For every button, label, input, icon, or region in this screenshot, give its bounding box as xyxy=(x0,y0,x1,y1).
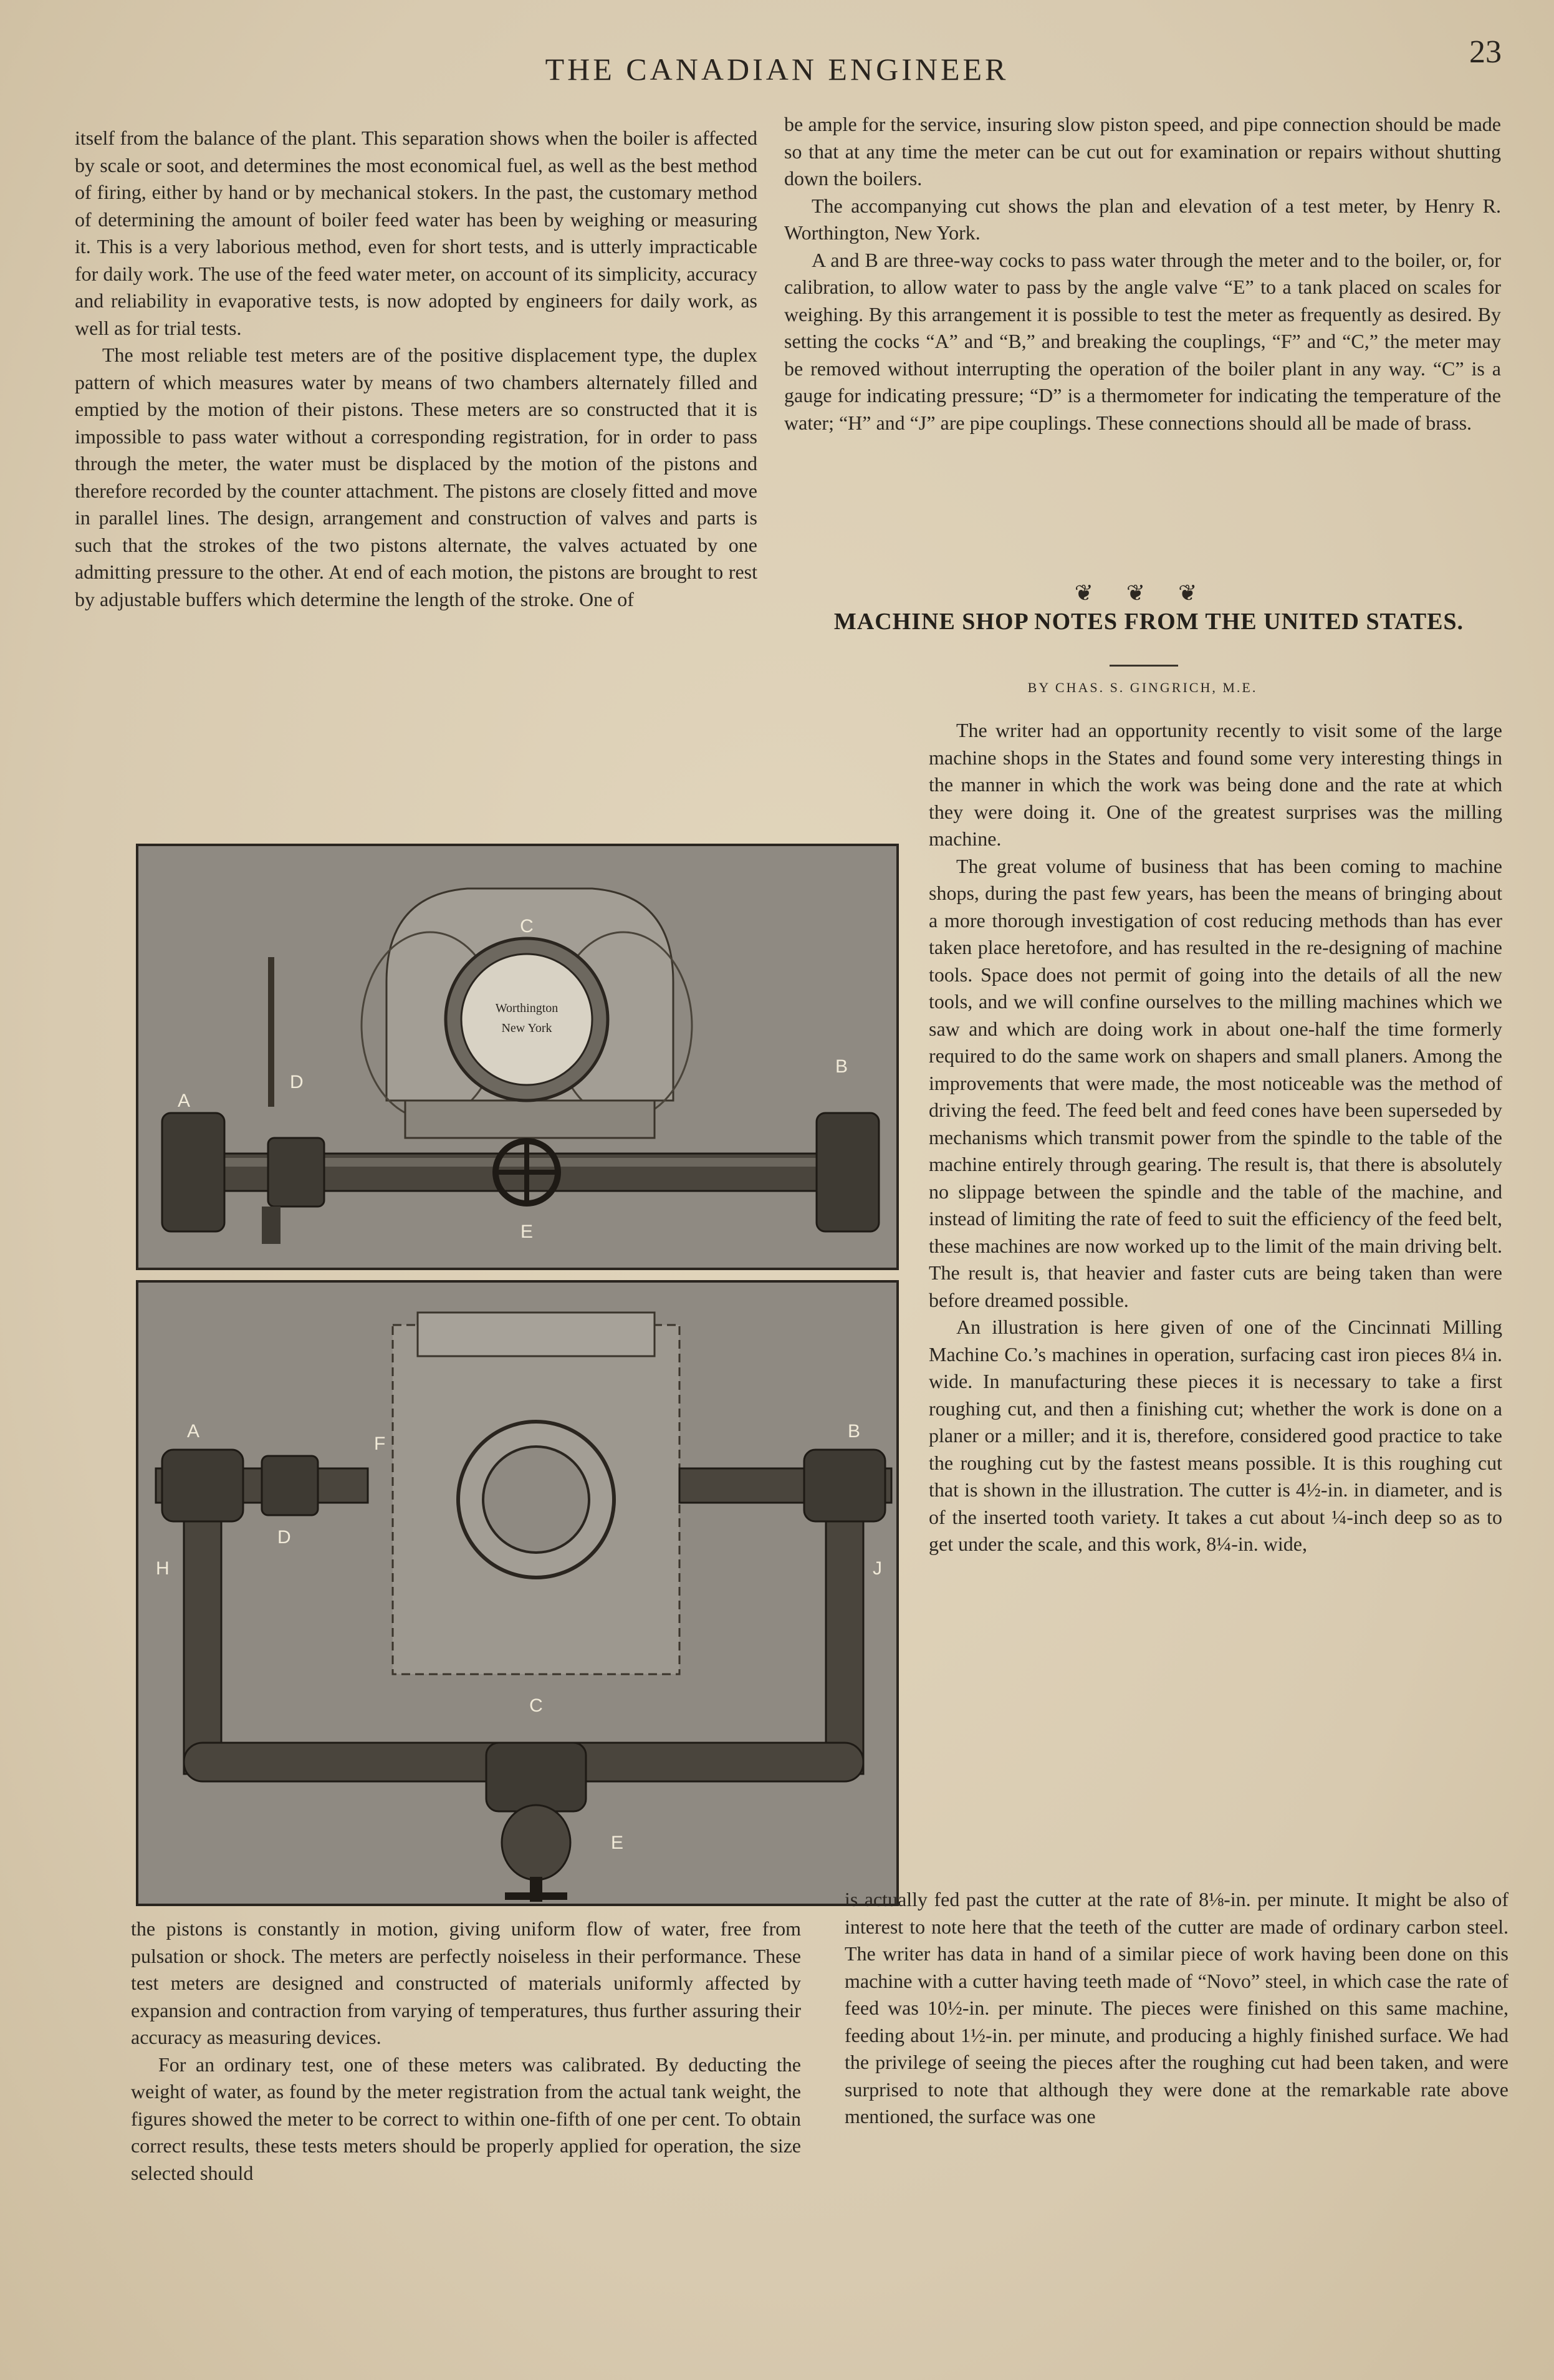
cock-b-top xyxy=(817,1113,879,1231)
label-h-plan: H xyxy=(156,1558,170,1579)
paragraph: is actually fed past the cutter at the rate of 8⅛-in. per minute. It might be also of interest to note here that the teeth of the cutter are made of ordinary carbon steel. The writer has data in hand of a similar piece of work having been done on this machine with a cutter having teeth made of “Novo” steel, in which case the rate of feed was 10½-in. per minute. The pieces were finished on this same machine, feeding about 1½-in. per minute, and producing a highly finished surface. We had the privilege of seeing the pieces after the roughing cut had been taken, and were surprised to note that although they were done at the remarkable rate above mentioned, the surface was one xyxy=(845,1888,1508,2127)
paragraph: be ample for the service, insuring slow piston speed, and pipe connection should be made so that at any time the meter can be cut out for examination or repairs without shutting down the boilers. xyxy=(784,113,1501,190)
label-e-plan: E xyxy=(611,1833,624,1853)
label-j-plan: J xyxy=(873,1558,882,1579)
label-e: E xyxy=(520,1221,534,1242)
article-title: MACHINE SHOP NOTES FROM THE UNITED STATES. xyxy=(833,609,1464,635)
left-column-top xyxy=(75,125,757,613)
label-c-plan: C xyxy=(529,1695,543,1716)
label-d: D xyxy=(290,1072,304,1092)
label-a-plan: A xyxy=(187,1421,200,1442)
cock-a-top xyxy=(162,1113,224,1231)
thermometer xyxy=(268,957,274,1107)
page-header-title: THE CANADIAN ENGINEER xyxy=(545,52,1009,87)
cock-a-plan xyxy=(162,1450,243,1521)
section-ornament: ❦ ❦ ❦ xyxy=(1074,581,1211,605)
label-f-plan: F xyxy=(374,1433,386,1454)
right-column-narrow xyxy=(929,717,1502,1558)
paragraph: An illustration is here given of one of the Cincinnati Milling Machine Co.’s machines in operation, surfacing cast iron pieces 8¼ in. wide. In manufacturing these pieces it is necessary to take a first roughing cut, and then a finishing cut; whether the work is done on a planer or a miller; and it is, therefore, considered good practice to take the roughing cut by the fastest means possible. It is this roughing cut that is shown in the illustration. The cutter is 4½-in. in diameter, and is of the inserted tooth variety. It takes a cut about ¼-inch deep so as to get under the scale, and this work, 8¼-in. wide, xyxy=(929,1316,1502,1555)
paragraph: The great volume of business that has been coming to machine shops, during the past few years, has been the means of bringing about a more thorough investigation of cost reducing methods than has ever taken place heretofore, and has resulted in the re-designing of machine tools. Space does not permit of going into the details of all the new tools, and we will confine ourselves to the milling machines which we saw and which are doing work in about one-half the time formerly required to do the same work on shapers and small planers. Among the improvements that were made, the most noticeable was the method of driving the feed. The feed belt and feed cones have been superseded by mechanisms which transmit power from the spindle to the table of the machine entirely through gearing. The result is, that there is absolutely no slippage between the spindle and the table of the machine, and instead of limiting the rate of feed to suit the efficiency of the feed belt, these machines are now worked up to the limit of the main driving belt. The result is, that heavier and faster cuts are being taken than were before dreamed possible. xyxy=(929,854,1502,1311)
left-column-bottom xyxy=(131,1915,801,2187)
meter-plan-elevation-figure xyxy=(118,839,929,1911)
angle-valve-e xyxy=(486,1743,586,1811)
label-c: C xyxy=(520,916,534,937)
right-column-top xyxy=(784,111,1501,436)
paragraph: A and B are three-way cocks to pass water through the meter and to the boiler, or, for calibration, to allow water to pass by the angle valve “E” to a tank placed on scales for weighing. By this arrangement it is possible to test the meter as frequently as desired. By setting the cocks “A” and “B,” and breaking the couplings, “F” and “C,” the meter may be removed without interrupting the operation of the boiler plant in any way. “C” is a gauge for indicating pressure; “D” is a thermometer for indicating the temperature of the water; “H” and “J” are pipe couplings. These connections should all be made of brass. xyxy=(784,248,1501,434)
paragraph: For an ordinary test, one of these meters was calibrated. By deducting the weight of water, as found by the meter registration from the actual tank weight, the figures showed the meter to be correct to within one-fifth of one per cent. To obtain correct results, these tests meters should be properly applied for operation, the size selected should xyxy=(131,2053,801,2184)
paragraph: the pistons is constantly in motion, giving uniform flow of water, free from pulsation or shock. The meters are perfectly noiseless in their performance. These test meters are designed and constructed of materials uniformly affected by expansion and contraction from varying of temperatures, thus further assuring their accuracy as measuring devices. xyxy=(131,1917,801,2048)
paragraph: itself from the balance of the plant. This separation shows when the boiler is affected by scale or soot, and determines the most economical fuel, as well as the best method of firing, either by hand or by mechanical stokers. In the past, the customary method of determining the amount of boiler feed water has been by weighing or measuring it. This is a very laborious method, even for short tests, and is utterly impracticable for daily work. The use of the feed water meter, on account of its simplicity, accuracy and reliability in evaporative tests, is now adopted by engineers for daily work, as well as for trial tests. xyxy=(75,127,757,339)
gauge-maker-text: Worthington xyxy=(495,1001,559,1015)
right-column-bottom xyxy=(845,1886,1508,2131)
label-b-plan: B xyxy=(848,1421,861,1442)
label-d-plan: D xyxy=(277,1527,291,1548)
article-byline: BY CHAS. S. GINGRICH, M.E. xyxy=(1027,680,1258,695)
page-number: 23 xyxy=(1469,34,1502,70)
title-rule xyxy=(1110,665,1178,667)
label-a: A xyxy=(178,1091,191,1111)
paragraph: The accompanying cut shows the plan and elevation of a test meter, by Henry R. Worthington, New York. xyxy=(784,194,1501,244)
label-b: B xyxy=(835,1056,848,1077)
cock-b-plan xyxy=(804,1450,885,1521)
paragraph: The writer had an opportunity recently to visit some of the large machine shops in the States and found some very interesting things in the manner in which the work was being done and the rate at which they were doing it. One of the greatest surprises was the milling machine. xyxy=(929,719,1502,850)
paragraph: The most reliable test meters are of the positive displacement type, the duplex pattern of which measures water by means of two chambers alternately filled and emptied by the motion of their pistons. These meters are so constructed that it is impossible to pass water without a corresponding registration, for in order to pass through the meter, the water must be displaced by the motion of the pistons and therefore recorded by the counter attachment. The pistons are closely fitted and move in parallel lines. The design, arrangement and construction of valves and parts is such that the strokes of the two pistons alternate, the valves actuated by one admitting pressure to the other. At end of each motion, the pistons are brought to rest by adjustable buffers which determine the length of the stroke. One of xyxy=(75,344,757,610)
meter-illustration xyxy=(118,839,929,1911)
gauge-city-text: New York xyxy=(501,1021,552,1035)
